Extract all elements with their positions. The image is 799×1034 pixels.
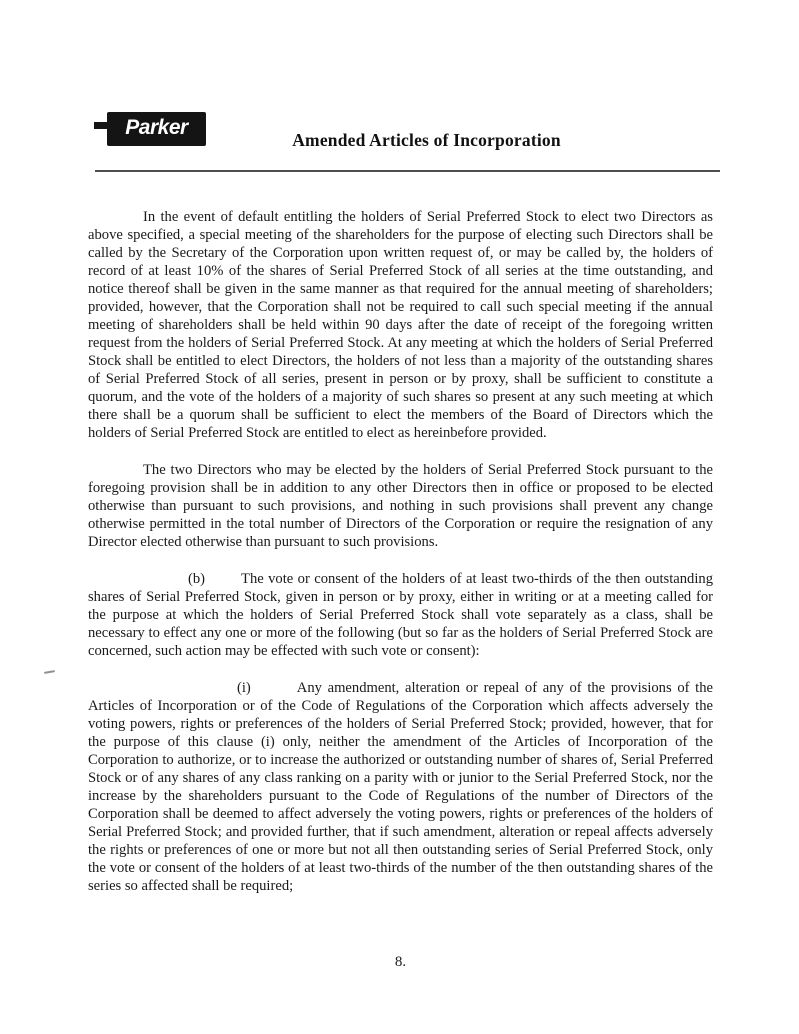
page-number: 8. <box>394 954 407 970</box>
paragraph-default-election: In the event of default entitling the holders of Serial Preferred Stock to elect two Directors as above specified, a special meeting of the shareholders for the purpose of electing such Directors shall be called by the Secretary of the Corporation upon written request of, or may be called by, the holders of record of at least 10% of the shares of Serial Preferred Stock of all series at the time outstanding, and notice thereof shall be given in the same manner as that required for the annual meeting of shareholders; provided, however, that the Corporation shall not be required to call such special meeting if the annual meeting of shareholders shall be held within 90 days after the date of receipt of the foregoing written request from the holders of Serial Preferred Stock. At any meeting at which the holders of Serial Preferred Stock shall be entitled to elect Directors, the holders of not less than a majority of the outstanding shares of Serial Preferred Stock of all series, present in person or by proxy, shall be sufficient to constitute a quorum, and the vote of the holders of a majority of such shares so present at any such meeting at which there shall be a quorum shall be sufficient to elect the members of the Board of Directors which the holders of Serial Preferred Stock are entitled to elect as hereinbefore provided. <box>88 209 713 441</box>
parker-logo-dash-icon <box>94 122 111 129</box>
header-divider <box>95 170 720 172</box>
clause-i-text: Any amendment, alteration or repeal of any of the provisions of the Articles of Incorporation or of the Code of Regulations of the Corporation which affects adversely the voting powers, rights or preferences of the holders of Serial Preferred Stock; provided, however, that for the purpose of this clause (i) only, neither the amendment of the Articles of Incorporation of the Corporation to authorize, or to increase the authorized or outstanding number of shares of, Serial Preferred Stock or of any shares of any class ranking on a parity with or junior to the Serial Preferred Stock, nor the increase by the shareholders pursuant to the Code of Regulations of the number of Directors of the Corporation shall be deemed to affect adversely the voting powers, rights or preferences of the holders of Serial Preferred Stock; and provided further, that if such amendment, alteration or repeal affects adversely the rights or preferences of one or more but not all then outstanding series of Serial Preferred Stock, only the vote or consent of the holders of at least two-thirds of the number of the then outstanding shares of the series so affected shall be required; <box>88 680 713 894</box>
clause-b-label: (b) <box>188 571 206 587</box>
document-body <box>88 208 713 914</box>
clause-b-text: The vote or consent of the holders of at least two-thirds of the then outstanding shares of Serial Preferred Stock, given in person or by proxy, either in writing or at a meeting called for the purpose at which the holders of Serial Preferred Stock shall vote separately as a class, shall be necessary to effect any one or more of the following (but so far as the holders of Serial Preferred Stock are concerned, such action may be effected with such vote or consent): <box>88 571 713 659</box>
paragraph-clause-b <box>88 570 713 660</box>
paragraph-two-directors: The two Directors who may be elected by the holders of Serial Preferred Stock pursuant to the foregoing provision shall be in addition to any other Directors then in office or proposed to be elected otherwise than pursuant to such provisions, and nothing in such provisions shall prevent any change otherwise permitted in the total number of Directors of the Corporation or require the resignation of any Director elected otherwise than pursuant to such provisions. <box>88 462 713 550</box>
parker-logo-text: Parker <box>125 116 188 139</box>
paragraph-clause-i <box>88 679 713 895</box>
page-title: Amended Articles of Incorporation <box>292 130 561 150</box>
margin-scan-mark <box>44 670 55 674</box>
clause-i-label: (i) <box>237 680 251 696</box>
document-footer <box>88 953 713 971</box>
